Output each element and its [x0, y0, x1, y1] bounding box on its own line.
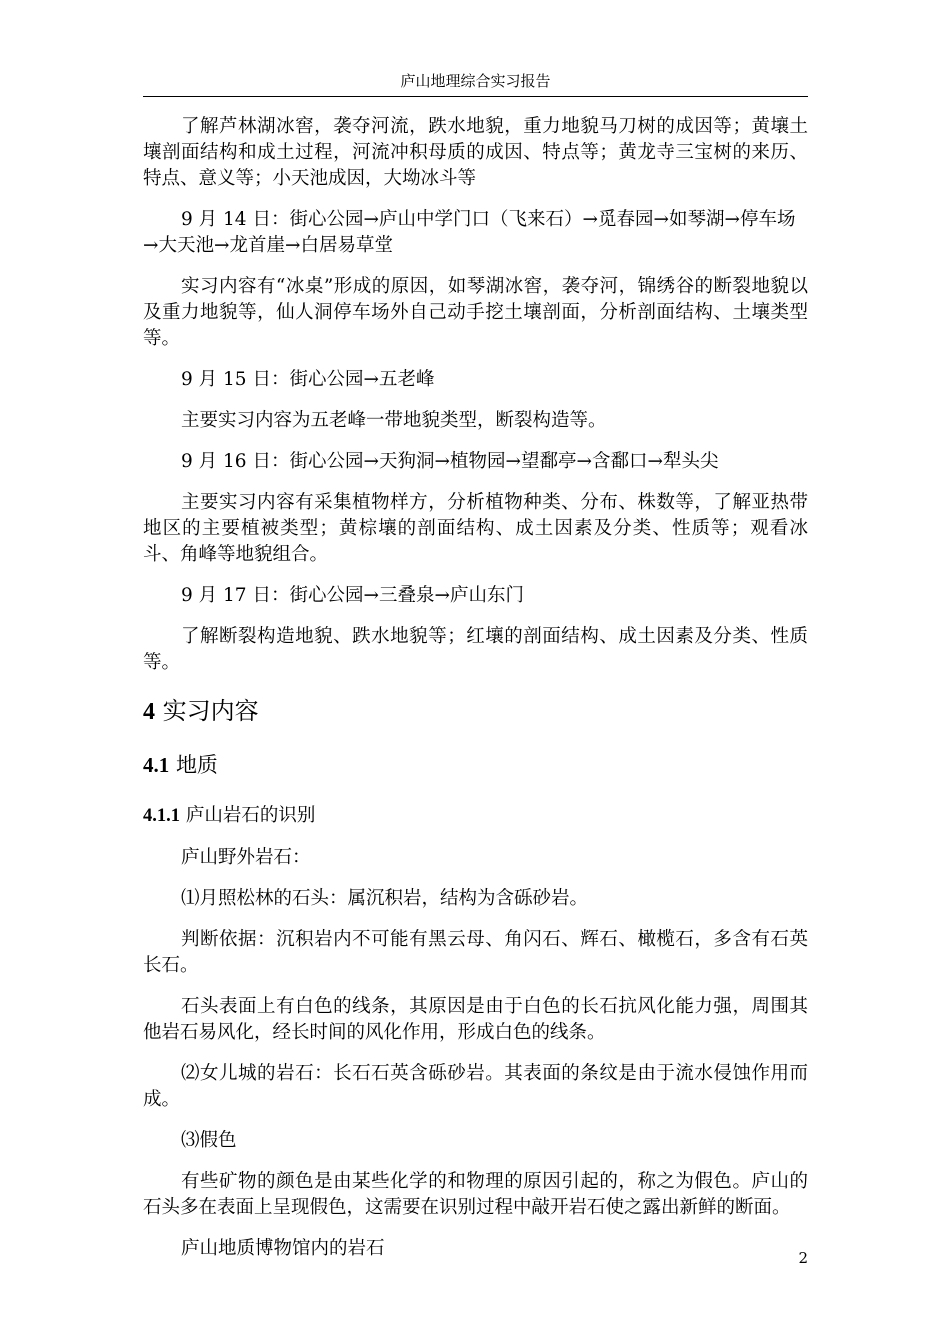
paragraph-day17-content: 了解断裂构造地貌、跌水地貌等；红壤的剖面结构、成土因素及分类、性质等。 [143, 626, 808, 673]
section-heading-4 [143, 696, 808, 727]
paragraph-day16-content: 主要实习内容有采集植物样方，分析植物种类、分布、株数等，了解亚热带地区的主要植被类型；黄棕壤的剖面结构、成土因素及分类、性质等；观看冰斗、角峰等地貌组合。 [143, 492, 808, 565]
itinerary-sep-17: 9 月 17 日：街心公园→三叠泉→庐山东门 [181, 585, 524, 606]
section-title: 实习内容 [162, 697, 259, 725]
paragraph-false-color-heading: ⑶假色 [181, 1130, 237, 1151]
page-number: 2 [798, 1249, 808, 1267]
paragraph-rock-1: ⑴月照松林的石头：属沉积岩，结构为含砾砂岩。 [181, 888, 589, 909]
paragraph-rock-2: ⑵女儿城的岩石：长石石英含砾砂岩。其表面的条纹是由于流水侵蚀作用而成。 [143, 1063, 808, 1110]
paragraph-day14-content: 实习内容有“冰桌”形成的原因，如琴湖冰窖，袭夺河，锦绣谷的断裂地貌以及重力地貌等，仙人洞停车场外自己动手挖土壤剖面，分析剖面结构、土壤类型等。 [143, 276, 808, 349]
section-number: 4.1 [143, 753, 170, 777]
paragraph-day15-content: 主要实习内容为五老峰一带地貌类型，断裂构造等。 [181, 410, 607, 431]
paragraph-day13-content: 了解芦林湖冰窖，袭夺河流，跌水地貌，重力地貌马刀树的成因等；黄壤土壤剖面结构和成土过程，河流冲积母质的成因、特点等；黄龙寺三宝树的来历、特点、意义等；小天池成因，大坳冰斗等 [143, 116, 808, 189]
section-title: 地质 [175, 753, 218, 777]
section-number: 4.1.1 [143, 806, 180, 826]
itinerary-sep-14: 9 月 14 日：街心公园→庐山中学门口（飞来石）→觅春园→如琴湖→停车场→大天池→龙首崖→白居易草堂 [143, 209, 796, 256]
page-header: 庐山地理综合实习报告 [400, 72, 551, 90]
section-heading-4-1 [143, 751, 808, 779]
paragraph-museum-rocks: 庐山地质博物馆内的岩石 [181, 1238, 385, 1259]
itinerary-sep-16: 9 月 16 日：街心公园→天狗洞→植物园→望鄱亭→含鄱口→犁头尖 [181, 451, 719, 472]
paragraph-field-rocks: 庐山野外岩石： [181, 847, 311, 868]
section-heading-4-1-1 [143, 803, 808, 829]
section-title: 庐山岩石的识别 [185, 805, 316, 826]
section-number: 4 [143, 699, 155, 725]
paragraph-rock-1-lines: 石头表面上有白色的线条，其原因是由于白色的长石抗风化能力强，周围其他岩石易风化，经长时间的风化作用，形成白色的线条。 [143, 996, 808, 1043]
header-rule [143, 96, 808, 97]
itinerary-sep-15: 9 月 15 日：街心公园→五老峰 [181, 369, 435, 390]
paragraph-false-color: 有些矿物的颜色是由某些化学的和物理的原因引起的，称之为假色。庐山的石头多在表面上呈现假色，这需要在识别过程中敲开岩石使之露出新鲜的断面。 [143, 1171, 808, 1218]
paragraph-rock-1-basis: 判断依据：沉积岩内不可能有黑云母、角闪石、辉石、橄榄石，多含有石英长石。 [143, 929, 808, 976]
document-body [143, 114, 808, 1277]
